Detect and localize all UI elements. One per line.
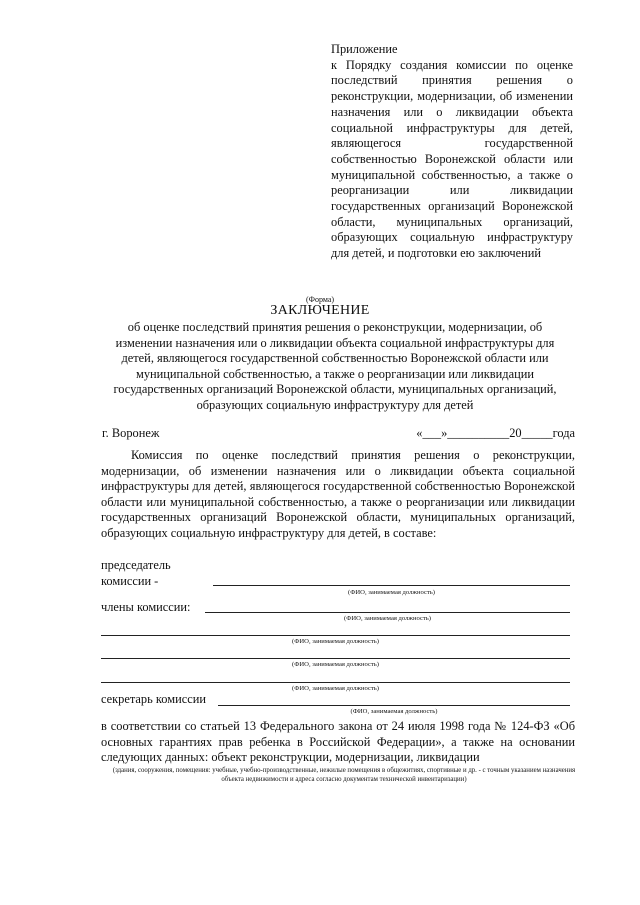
city: г. Воронеж [102, 426, 160, 440]
intro-paragraph: Комиссия по оценке последствий принятия решения о реконструкции, модернизации, об изменении назначения или о ликвидации объекта социальной инфраструктуры для детей, являющегося государственной собственностью Воронежской области или муниципальной собственностью, а также о реорганизации или ликвидации государственных организаций Воронежской области, муниципальных организаций, образующих социальную инфраструктуру для детей, в составе: [101, 448, 575, 540]
member-caption-1: (ФИО, занимаемая должность) [344, 615, 431, 622]
member-caption-3: (ФИО, занимаемая должность) [292, 661, 379, 668]
chairman-label-line1: председатель [101, 558, 171, 572]
appendix-block [331, 42, 573, 262]
chairman-caption: (ФИО, занимаемая должность) [348, 589, 435, 596]
member-line-3 [101, 658, 570, 659]
document-subtitle: об оценке последствий принятия решения о реконструкции, модернизации, об изменении назначения или о ликвидации объекта социальной инфраструктуры для детей, являющегося государственной собственностью Воронежской области или муниципальной собственностью, а также о реорганизации или ликвидации государственных организаций Воронежской области, муниципальных организаций, образующих социальную инфраструктуру для детей [113, 320, 557, 412]
object-footnote: (здания, сооружения, помещения: учебные, учебно-производственные, нежилые помещения в общежитиях, спортивные и др. - с точным указанием назначения объекта недвижимости и адреса согласно документам технической инвентаризации) [112, 767, 576, 783]
form-note: (Форма) [305, 295, 335, 304]
appendix-text: к Порядку создания комиссии по оценке последствий принятия решения о реконструкции, модернизации, об изменении назначения или о ликвидации объекта социальной инфраструктуры для детей, являющегося государственной собственностью Воронежской области или муниципальной собственностью, а также о реорганизации или ликвидации государственных организаций Воронежской области, муниципальных организаций, образующих социальную инфраструктуру для детей, и подготовки ею заключений [331, 57, 573, 261]
member-line-2 [101, 635, 570, 636]
appendix-title: Приложение [331, 42, 398, 56]
date-field: «___»__________20_____года [416, 426, 575, 440]
document-title: ЗАКЛЮЧЕНИЕ [270, 303, 370, 318]
member-line-1 [205, 612, 570, 613]
member-caption-2: (ФИО, занимаемая должность) [292, 638, 379, 645]
secretary-label: секретарь комиссии [101, 692, 206, 706]
member-line-4 [101, 682, 570, 683]
secretary-signature-line [218, 705, 570, 706]
members-label: члены комиссии: [101, 600, 191, 614]
chairman-signature-line [213, 585, 570, 586]
secretary-caption: (ФИО, занимаемая должность) [350, 708, 438, 715]
chairman-label-line2: комиссии - [101, 574, 159, 588]
legal-basis-paragraph: в соответствии со статьей 13 Федерального закона от 24 июля 1998 года № 124-ФЗ «Об основных гарантиях прав ребенка в Российской Федерации», а также на основании следующих данных: объект реконструкции, модернизации, ликвидации [101, 719, 575, 765]
member-caption-4: (ФИО, занимаемая должность) [292, 685, 379, 692]
